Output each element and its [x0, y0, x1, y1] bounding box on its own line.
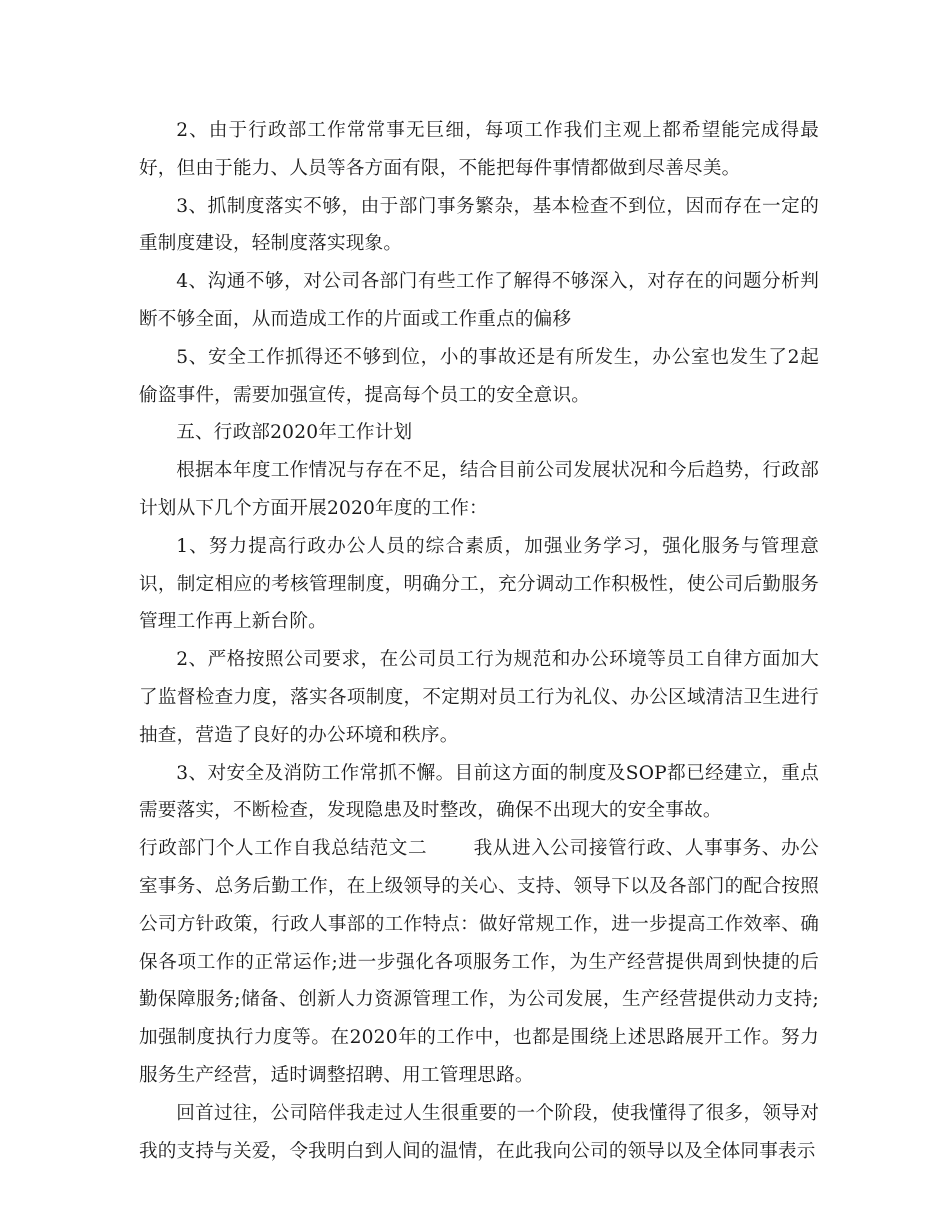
paragraph-issue-2: 2、由于行政部工作常常事无巨细，每项工作我们主观上都希望能完成得最好，但由于能力、人员等各方面有限，不能把每件事情都做到尽善尽美。 — [139, 120, 819, 179]
paragraph-summary-two — [139, 830, 819, 1095]
paragraph-issue-5: 5、安全工作抓得还不够到位，小的事故还是有所发生，办公室也发生了2起偷盗事件，需要加强宣传，提高每个员工的安全意识。 — [139, 346, 819, 406]
section-body: 我从进入公司接管行政、人事事务、办公室事务、总务后勤工作，在上级领导的关心、支持、领导下以及各部门的配合按照公司方针政策，行政人事部的工作特点：做好常规工作，进一步提高工作效率、确保各项工作的正常运作;进一步强化各项服务工作，为生产经营提供周到快捷的后勤保障服务;储备、创新人力资源管理工作，为公司发展，生产经营提供动力支持;加强制度执行力度等。在2020年的工作中，也都是围绕上述思路展开工作。努力服务生产经营，适时调整招聘、用工管理思路。 — [139, 838, 819, 1086]
paragraph-plan-intro: 根据本年度工作情况与存在不足，结合目前公司发展状况和今后趋势，行政部计划从下几个方面开展2020年度的工作： — [139, 460, 819, 519]
heading-work-plan: 五、行政部2020年工作计划 — [176, 422, 413, 444]
paragraph-issue-3: 3、抓制度落实不够，由于部门事务繁杂，基本检查不到位，因而存在一定的重制度建设，轻制度落实现象。 — [139, 195, 819, 255]
paragraph-plan-2: 2、严格按照公司要求，在公司员工行为规范和办公环境等员工自律方面加大了监督检查力度，落实各项制度，不定期对员工行为礼仪、办公区域清洁卫生进行抽查，营造了良好的办公环境和秩序。 — [139, 649, 819, 746]
paragraph-issue-4: 4、沟通不够，对公司各部门有些工作了解得不够深入，对存在的问题分析判断不够全面，从而造成工作的片面或工作重点的偏移 — [139, 271, 819, 330]
paragraph-plan-1: 1、努力提高行政办公人员的综合素质，加强业务学习，强化服务与管理意识，制定相应的考核管理制度，明确分工，充分调动工作积极性，使公司后勤服务管理工作再上新台阶。 — [139, 535, 819, 633]
document-body — [139, 112, 819, 1170]
paragraph-plan-3: 3、对安全及消防工作常抓不懈。目前这方面的制度及SOP都已经建立，重点需要落实，不断检查，发现隐患及时整改，确保不出现大的安全事故。 — [139, 762, 819, 822]
paragraph-closing: 回首过往，公司陪伴我走过人生很重要的一个阶段，使我懂得了很多，领导对我的支持与关爱，令我明白到人间的温情，在此我向公司的领导以及全体同事表示 — [139, 1102, 819, 1162]
section-title: 行政部门个人工作自我总结范文二 — [139, 838, 428, 860]
